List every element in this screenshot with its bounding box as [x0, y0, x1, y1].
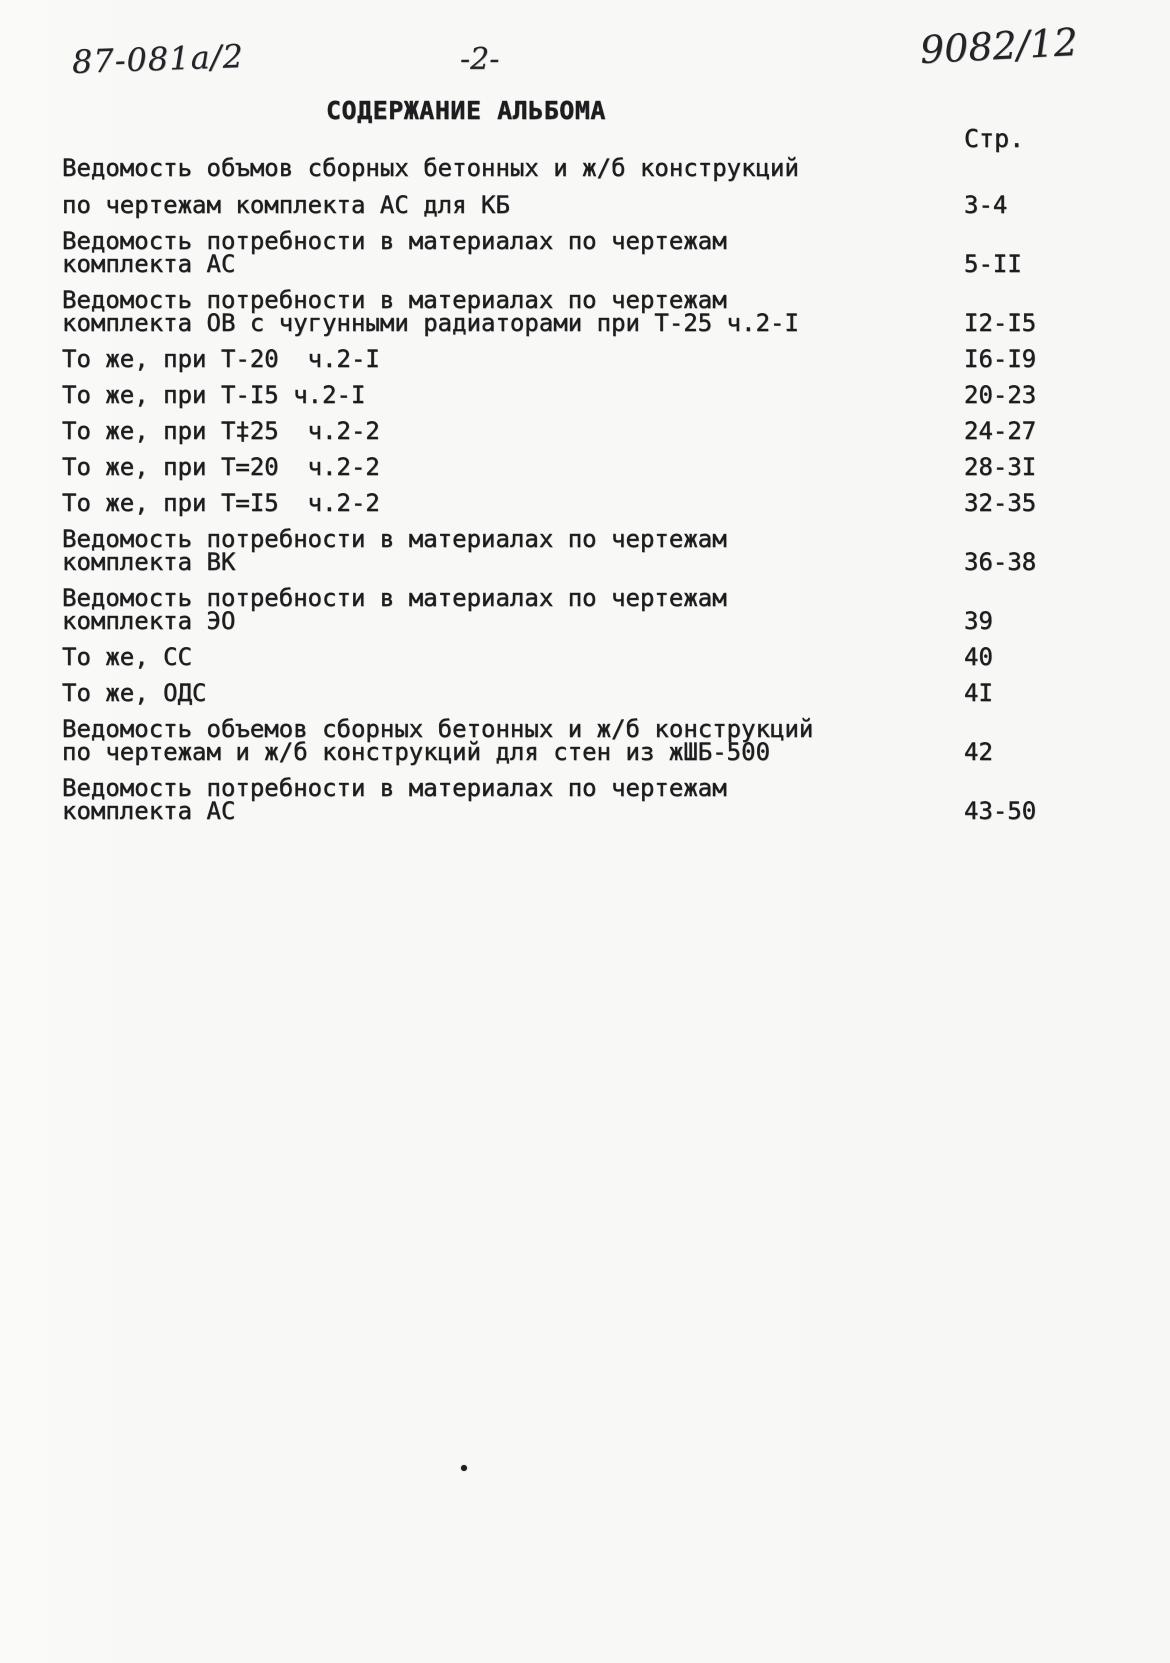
toc-entry-text	[62, 489, 964, 517]
toc-entry-line: То же, при Т=I5 ч.2-2	[62, 489, 380, 517]
toc-entry	[62, 584, 1108, 635]
toc-entry	[62, 489, 1108, 517]
toc-entry	[62, 453, 1108, 481]
toc-entry-line: То же, при Т-20 ч.2-I	[62, 345, 380, 373]
toc-entry-line: по чертежам комплекта АС для КБ	[62, 191, 510, 219]
toc-entry-line: комплекта АС	[62, 250, 236, 278]
toc-entry-pages: 36-38	[964, 548, 1037, 576]
pages-column-header: Стр.	[964, 124, 1025, 153]
toc-entry-pages: I2-I5	[964, 309, 1037, 337]
toc-entry-line: комплекта ЭО	[62, 607, 236, 635]
toc-entry	[62, 525, 1108, 576]
toc-entry	[62, 227, 1108, 278]
toc-entry-text	[62, 643, 964, 671]
toc-entry	[62, 715, 1108, 766]
toc-entry-pages: 5-II	[964, 250, 1022, 278]
toc-entry-text	[62, 715, 964, 766]
header-page-number: -2-	[460, 42, 500, 77]
toc-entry	[62, 679, 1108, 707]
toc-entry	[62, 417, 1108, 445]
toc-entry-pages: 4I	[964, 679, 993, 707]
toc-entry	[62, 345, 1108, 373]
toc-entry-text	[62, 286, 964, 337]
toc-entry	[62, 381, 1108, 409]
toc-entry-pages: I6-I9	[964, 345, 1037, 373]
toc-entry-line: Ведомость объмов сборных бетонных и ж/б конструкций	[62, 154, 799, 182]
toc-entry-pages: 40	[964, 643, 993, 671]
toc-entry-text	[62, 525, 964, 576]
toc-entry-text	[62, 227, 964, 278]
toc-entry-pages: 43-50	[964, 797, 1037, 825]
toc-entry-pages: 20-23	[964, 381, 1037, 409]
header-right-code: 9082/12	[918, 19, 1079, 73]
toc-entry	[62, 154, 1108, 219]
toc-entry-line: То же, при Т=20 ч.2-2	[62, 453, 380, 481]
toc-entry	[62, 774, 1108, 825]
toc-entry-pages: 28-3I	[964, 453, 1037, 481]
toc-entry-line: по чертежам и ж/б конструкций для стен из жШБ-500	[62, 738, 771, 766]
toc-entry-text	[62, 381, 964, 409]
toc-list	[62, 154, 1108, 836]
toc-entry-text	[62, 345, 964, 373]
toc-entry	[62, 643, 1108, 671]
toc-entry-text	[62, 679, 964, 707]
toc-entry-pages: 3-4	[964, 191, 1008, 219]
toc-entry-line: То же, при Т‡25 ч.2-2	[62, 417, 380, 445]
toc-entry	[62, 286, 1108, 337]
toc-entry-pages: 32-35	[964, 489, 1037, 517]
toc-entry-line: То же, при Т-I5 ч.2-I	[62, 381, 366, 409]
toc-entry-text	[62, 584, 964, 635]
toc-entry-pages: 24-27	[964, 417, 1037, 445]
toc-entry-pages: 39	[964, 607, 993, 635]
page-title: СОДЕРЖАНИЕ АЛЬБОМА	[326, 96, 606, 125]
toc-entry-text	[62, 154, 964, 219]
toc-entry-line: То же, ОДС	[62, 679, 207, 707]
toc-entry-line: Ведомость потребности в материалах по чертежам	[62, 286, 727, 314]
toc-entry-text	[62, 774, 964, 825]
toc-entry-text	[62, 453, 964, 481]
toc-entry-line: Ведомость потребности в материалах по чертежам	[62, 774, 727, 802]
toc-entry-line: Ведомость потребности в материалах по чертежам	[62, 584, 727, 612]
toc-entry-line: Ведомость объемов сборных бетонных и ж/б конструкций	[62, 715, 814, 743]
toc-entry-line: Ведомость потребности в материалах по чертежам	[62, 227, 727, 255]
toc-entry-line: Ведомость потребности в материалах по чертежам	[62, 525, 727, 553]
header-left-code: 87-081а/2	[71, 37, 245, 81]
toc-entry-line: комплекта ВК	[62, 548, 236, 576]
toc-entry-line: То же, СС	[62, 643, 193, 671]
toc-entry-text	[62, 417, 964, 445]
toc-entry-pages: 42	[964, 738, 993, 766]
toc-entry-line: комплекта ОВ с чугунными радиаторами при Т-25 ч.2-I	[62, 309, 799, 337]
ink-dot	[461, 1465, 467, 1471]
toc-entry-line: комплекта АС	[62, 797, 236, 825]
